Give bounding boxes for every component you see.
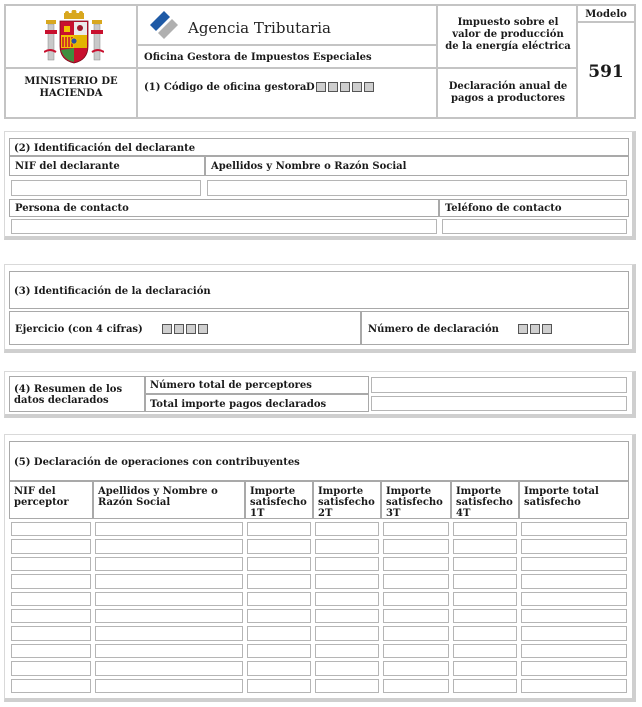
row-total-input[interactable]: [521, 539, 627, 553]
row-q2-input[interactable]: [315, 609, 379, 623]
row-q1-input[interactable]: [247, 644, 311, 658]
col-header-total-label: Importe total satisfecho: [524, 486, 599, 508]
col-header-q1-label: Importe satisfecho 1T: [250, 486, 307, 519]
row-q1-input[interactable]: [247, 592, 311, 606]
coat-of-arms-icon: [44, 10, 104, 66]
row-nif-input[interactable]: [11, 557, 91, 571]
row-nif-input[interactable]: [11, 679, 91, 693]
row-q3-input[interactable]: [383, 679, 449, 693]
row-name-input[interactable]: [95, 679, 243, 693]
section-5-operations: [4, 434, 636, 702]
col-header-q4: [451, 481, 519, 519]
nif-input[interactable]: [11, 180, 201, 196]
row-q1-input[interactable]: [247, 522, 311, 536]
section-2-title: (2) Identificación del declarante: [14, 143, 196, 154]
table-row: [5, 538, 633, 555]
table-row: [5, 608, 633, 625]
office-code-input[interactable]: [316, 82, 374, 92]
row-total-input[interactable]: [521, 592, 627, 606]
declaration-title: Declaración anual de pagos a productores: [448, 81, 568, 104]
row-q3-input[interactable]: [383, 644, 449, 658]
operations-table-body: [5, 521, 633, 699]
year-label: Ejercicio (con 4 cifras): [15, 324, 143, 335]
tax-title-cell: [437, 5, 577, 68]
col-header-nif: [9, 481, 93, 519]
row-nif-input[interactable]: [11, 661, 91, 675]
col-header-name-label: Apellidos y Nombre o Razón Social: [98, 486, 218, 508]
row-q4-input[interactable]: [453, 539, 517, 553]
row-name-input[interactable]: [95, 574, 243, 588]
section-3-declaration: [4, 264, 636, 353]
nif-label-cell: [9, 156, 205, 176]
row-nif-input[interactable]: [11, 574, 91, 588]
section-4-title: (4) Resumen de los datos declarados: [14, 384, 123, 406]
row-name-input[interactable]: [95, 522, 243, 536]
tax-title: Impuesto sobre el valor de producción de la energía eléctrica: [445, 17, 571, 52]
row-q4-input[interactable]: [453, 592, 517, 606]
table-row: [5, 643, 633, 660]
agency-name: Agencia Tributaria: [188, 19, 331, 37]
coat-of-arms-cell: [5, 5, 137, 68]
agency-logo-icon: [148, 9, 182, 39]
row-name-input[interactable]: [95, 661, 243, 675]
section-4-title-cell: [9, 376, 145, 412]
row-q4-input[interactable]: [453, 522, 517, 536]
row-total-input[interactable]: [521, 557, 627, 571]
row-total-input[interactable]: [521, 609, 627, 623]
row-total-input[interactable]: [521, 574, 627, 588]
row-q4-input[interactable]: [453, 557, 517, 571]
office-code-prefix: D: [306, 82, 315, 93]
declaration-number-input[interactable]: [518, 324, 552, 334]
row-q2-input[interactable]: [315, 557, 379, 571]
row-q2-input[interactable]: [315, 522, 379, 536]
row-q3-input[interactable]: [383, 574, 449, 588]
row-q2-input[interactable]: [315, 661, 379, 675]
nif-label: NIF del declarante: [15, 161, 120, 172]
row-total-input[interactable]: [521, 679, 627, 693]
office-code-label: (1) Código de oficina gestora: [144, 82, 307, 93]
phone-label-cell: [439, 199, 629, 217]
section-3-title: (3) Identificación de la declaración: [14, 286, 211, 297]
row-total-input[interactable]: [521, 644, 627, 658]
row-name-input[interactable]: [95, 609, 243, 623]
row-nif-input[interactable]: [11, 644, 91, 658]
row-q1-input[interactable]: [247, 626, 311, 640]
year-cell: [9, 311, 361, 345]
total-recipients-input[interactable]: [371, 377, 627, 393]
model-label: Modelo: [585, 9, 627, 20]
row-q4-input[interactable]: [453, 679, 517, 693]
contact-label-cell: [9, 199, 439, 217]
total-amount-cell: [145, 394, 369, 412]
row-q3-input[interactable]: [383, 539, 449, 553]
total-recipients-label: Número total de perceptores: [150, 380, 312, 391]
office-code-cell: [137, 68, 437, 118]
col-header-name: [93, 481, 245, 519]
row-q3-input[interactable]: [383, 661, 449, 675]
row-q4-input[interactable]: [453, 644, 517, 658]
table-row: [5, 625, 633, 642]
table-row: [5, 660, 633, 677]
phone-label: Teléfono de contacto: [445, 203, 562, 214]
row-q3-input[interactable]: [383, 626, 449, 640]
table-row: [5, 556, 633, 573]
col-header-nif-label: NIF del perceptor: [14, 486, 69, 508]
contact-label: Persona de contacto: [15, 203, 129, 214]
table-row: [5, 678, 633, 695]
row-q2-input[interactable]: [315, 539, 379, 553]
row-q1-input[interactable]: [247, 661, 311, 675]
row-q1-input[interactable]: [247, 557, 311, 571]
office-name: Oficina Gestora de Impuestos Especiales: [144, 52, 372, 63]
table-row: [5, 573, 633, 590]
row-nif-input[interactable]: [11, 626, 91, 640]
name-label-cell: [205, 156, 629, 176]
name-input[interactable]: [207, 180, 627, 196]
row-nif-input[interactable]: [11, 539, 91, 553]
row-name-input[interactable]: [95, 592, 243, 606]
row-q3-input[interactable]: [383, 522, 449, 536]
col-header-q2-label: Importe satisfecho 2T: [318, 486, 375, 519]
row-total-input[interactable]: [521, 626, 627, 640]
row-name-input[interactable]: [95, 626, 243, 640]
year-input[interactable]: [162, 324, 208, 334]
row-q1-input[interactable]: [247, 679, 311, 693]
row-name-input[interactable]: [95, 644, 243, 658]
row-q2-input[interactable]: [315, 574, 379, 588]
row-q2-input[interactable]: [315, 644, 379, 658]
office-cell: [137, 45, 437, 68]
row-q4-input[interactable]: [453, 574, 517, 588]
phone-input[interactable]: [442, 219, 627, 234]
row-name-input[interactable]: [95, 557, 243, 571]
row-q2-input[interactable]: [315, 626, 379, 640]
total-recipients-cell: [145, 376, 369, 394]
row-q2-input[interactable]: [315, 592, 379, 606]
section-5-title: (5) Declaración de operaciones con contribuyentes: [14, 457, 300, 468]
table-row: [5, 591, 633, 608]
table-row: [5, 521, 633, 538]
row-nif-input[interactable]: [11, 609, 91, 623]
declaration-title-cell: [437, 68, 577, 118]
row-name-input[interactable]: [95, 539, 243, 553]
ministry-cell: [5, 68, 137, 118]
row-nif-input[interactable]: [11, 522, 91, 536]
col-header-q2: [313, 481, 381, 519]
total-amount-input[interactable]: [371, 396, 627, 411]
row-q2-input[interactable]: [315, 679, 379, 693]
row-total-input[interactable]: [521, 661, 627, 675]
section-2-declarant: [4, 131, 636, 240]
col-header-q4-label: Importe satisfecho 4T: [456, 486, 513, 519]
agency-cell: [137, 5, 437, 45]
row-q3-input[interactable]: [383, 609, 449, 623]
row-nif-input[interactable]: [11, 592, 91, 606]
row-q3-input[interactable]: [383, 557, 449, 571]
contact-input[interactable]: [11, 219, 437, 234]
row-q1-input[interactable]: [247, 539, 311, 553]
model-label-cell: [577, 5, 635, 22]
row-q4-input[interactable]: [453, 626, 517, 640]
row-q3-input[interactable]: [383, 592, 449, 606]
row-q4-input[interactable]: [453, 609, 517, 623]
row-total-input[interactable]: [521, 522, 627, 536]
total-amount-label: Total importe pagos declarados: [150, 399, 327, 410]
declaration-number-cell: [361, 311, 629, 345]
col-header-q1: [245, 481, 313, 519]
name-label: Apellidos y Nombre o Razón Social: [211, 161, 407, 172]
section-4-summary: [4, 371, 636, 418]
row-q1-input[interactable]: [247, 574, 311, 588]
col-header-q3-label: Importe satisfecho 3T: [386, 486, 443, 519]
model-number: 591: [588, 62, 624, 82]
col-header-total: [519, 481, 629, 519]
row-q1-input[interactable]: [247, 609, 311, 623]
col-header-q3: [381, 481, 451, 519]
model-number-cell: [577, 22, 635, 118]
ministry-name: MINISTERIO DE HACIENDA: [24, 76, 118, 99]
declaration-number-label: Número de declaración: [368, 324, 499, 335]
row-q4-input[interactable]: [453, 661, 517, 675]
